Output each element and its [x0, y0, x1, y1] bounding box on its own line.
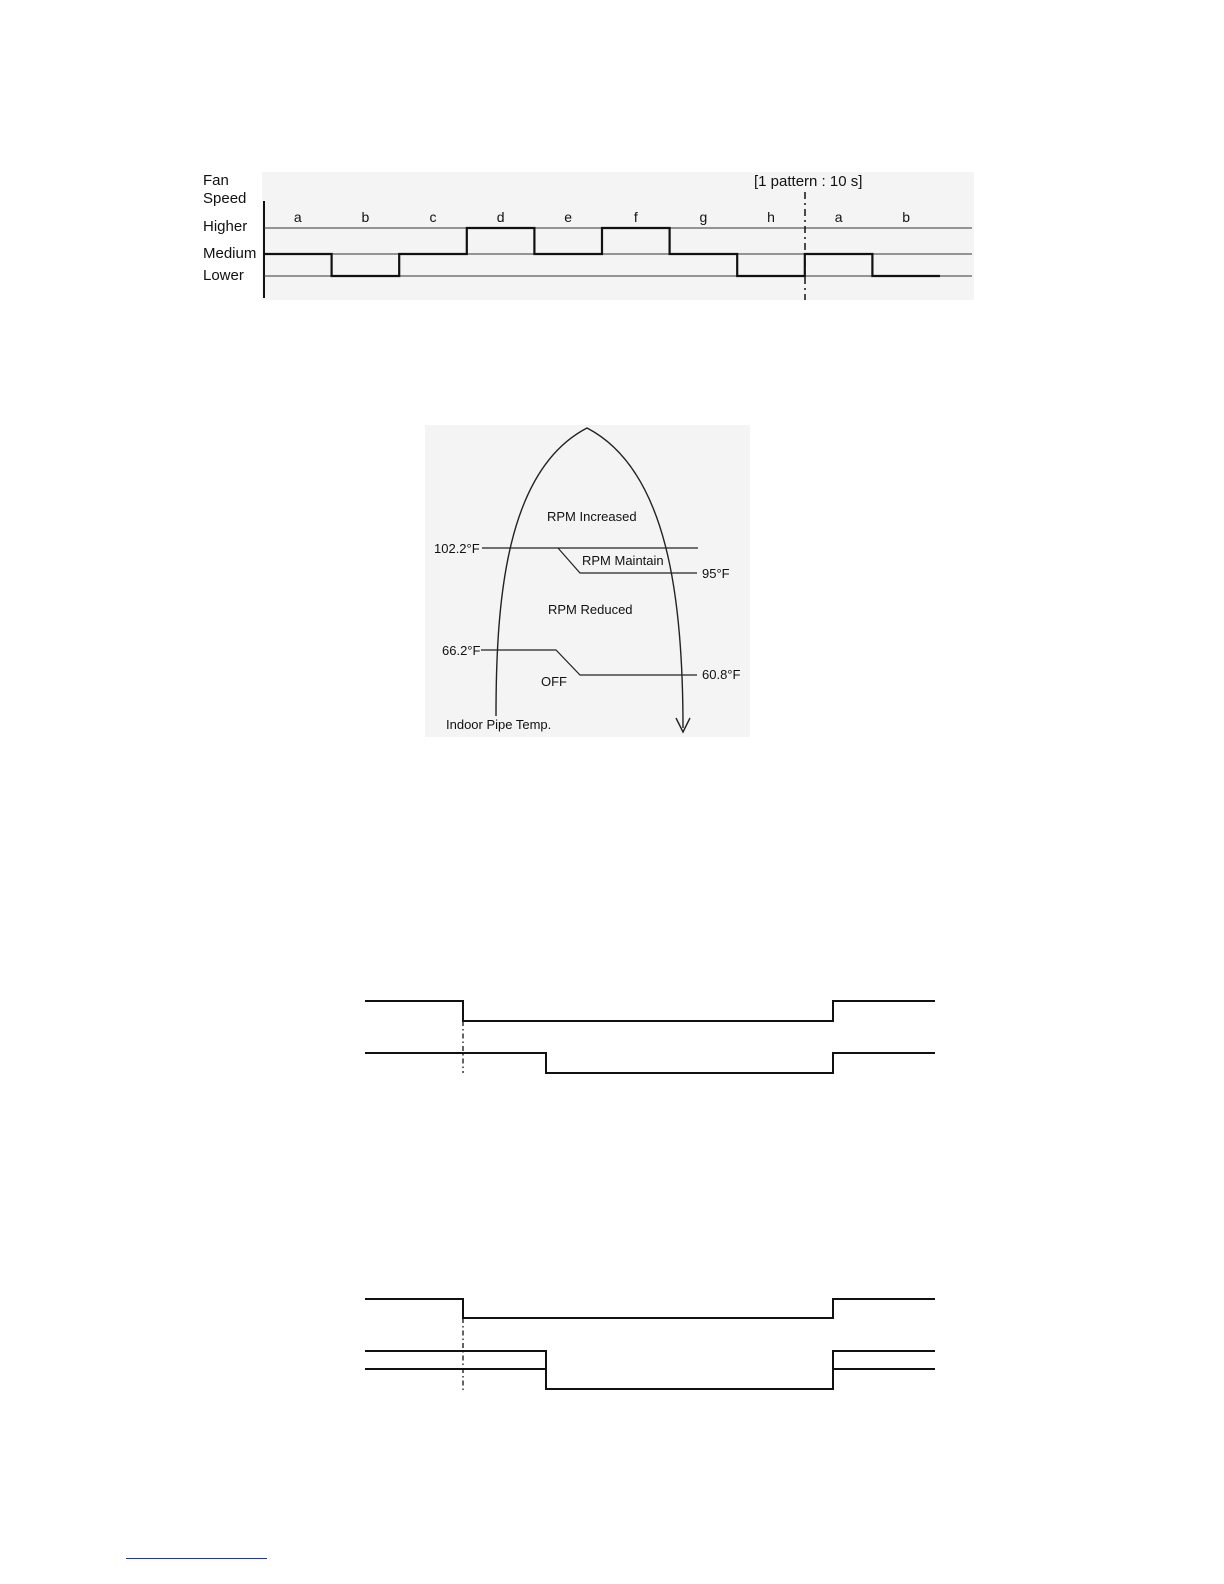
timing2-signal-1 [365, 1299, 935, 1318]
fan-speed-pattern-chart [203, 172, 974, 300]
segment-label: a [834, 209, 843, 225]
segment-label: a [293, 209, 302, 225]
rpm-control-diagram [425, 425, 750, 737]
level-label-higher: Higher [203, 218, 248, 235]
zone-rpm-reduced: RPM Reduced [548, 602, 633, 617]
segment-label: e [564, 209, 573, 225]
level-label-medium: Medium [203, 245, 257, 262]
temp-label-95: 95°F [702, 566, 730, 581]
segment-label: c [429, 209, 437, 225]
fan-speed-title-line2: Speed [203, 190, 247, 207]
fan-speed-title-line1: Fan [203, 172, 229, 189]
segment-label: b [902, 209, 911, 225]
zone-off: OFF [541, 674, 567, 689]
segment-label: d [496, 209, 505, 225]
segment-label: h [767, 209, 775, 225]
timing1-signal-1 [365, 1001, 935, 1021]
axis-label-indoor-pipe-temp: Indoor Pipe Temp. [446, 717, 552, 732]
temp-label-60: 60.8°F [702, 667, 741, 682]
temp-label-102: 102.2°F [434, 541, 480, 556]
zone-rpm-maintain: RPM Maintain [582, 553, 664, 568]
zone-rpm-increased: RPM Increased [547, 509, 637, 524]
pattern-period-note: [1 pattern : 10 s] [754, 173, 863, 190]
timing-diagram-1 [365, 1001, 935, 1073]
temp-label-66: 66.2°F [442, 643, 481, 658]
timing1-signal-2 [365, 1053, 935, 1073]
segment-label: g [699, 209, 708, 225]
level-label-lower: Lower [203, 267, 244, 284]
segment-label: f [633, 209, 638, 225]
timing-diagram-2 [365, 1299, 935, 1390]
segment-label: b [361, 209, 370, 225]
footer-rule [126, 1558, 267, 1559]
